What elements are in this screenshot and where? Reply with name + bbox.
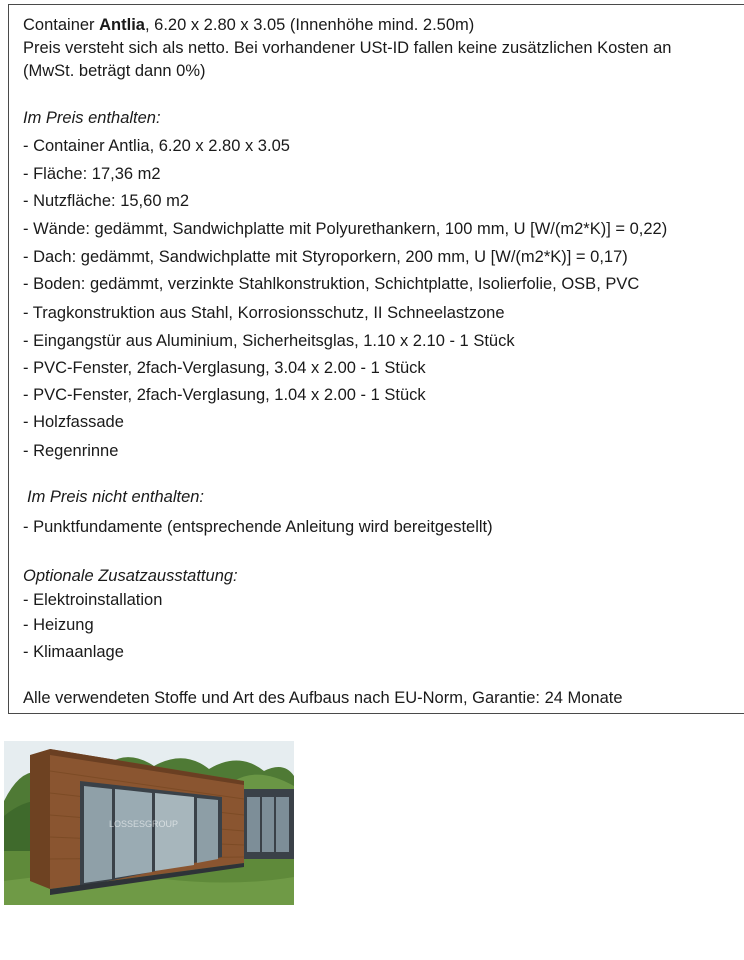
description-box <box>8 4 744 714</box>
list-item: - Boden: gedämmt, verzinkte Stahlkonstruktion, Schichtplatte, Isolierfolie, OSB, PVC <box>23 275 640 293</box>
list-item: - Tragkonstruktion aus Stahl, Korrosionsschutz, II Schneelastzone <box>23 304 505 322</box>
list-item: - Regenrinne <box>23 442 119 460</box>
list-item: - Punktfundamente (entsprechende Anleitung wird bereitgestellt) <box>23 518 493 536</box>
list-item: - Container Antlia, 6.20 x 2.80 x 3.05 <box>23 137 290 155</box>
container-photo <box>4 741 294 905</box>
list-item: - Heizung <box>23 616 94 634</box>
price-note: Preis versteht sich als netto. Bei vorhandener USt-ID fallen keine zusätzlichen Kosten an <box>23 39 672 57</box>
list-item: - Fläche: 17,36 m2 <box>23 165 161 183</box>
list-item: - Nutzfläche: 15,60 m2 <box>23 192 189 210</box>
list-item: - Wände: gedämmt, Sandwichplatte mit Polyurethankern, 100 mm, U [W/(m2*K)] = 0,22) <box>23 220 668 238</box>
list-item: - Holzfassade <box>23 413 124 431</box>
optional-heading: Optionale Zusatzausstattung: <box>23 567 238 585</box>
list-item: - Eingangstür aus Aluminium, Sicherheitsglas, 1.10 x 2.10 - 1 Stück <box>23 332 515 350</box>
title-line: Container Antlia, 6.20 x 2.80 x 3.05 (Innenhöhe mind. 2.50m) <box>23 16 475 34</box>
list-item: - Elektroinstallation <box>23 591 163 609</box>
vat-note: (MwSt. beträgt dann 0%) <box>23 62 206 80</box>
list-item: - Klimaanlage <box>23 643 124 661</box>
list-item: - PVC-Fenster, 2fach-Verglasung, 3.04 x 2.00 - 1 Stück <box>23 359 426 377</box>
product-name: Antlia <box>99 16 145 34</box>
included-heading: Im Preis enthalten: <box>23 109 161 127</box>
watermark-text: LOSSESGROUP <box>109 819 179 829</box>
warranty-note: Alle verwendeten Stoffe und Art des Aufbaus nach EU-Norm, Garantie: 24 Monate <box>23 689 623 707</box>
list-item: - PVC-Fenster, 2fach-Verglasung, 1.04 x 2.00 - 1 Stück <box>23 386 426 404</box>
not-included-heading: Im Preis nicht enthalten: <box>27 488 205 506</box>
list-item: - Dach: gedämmt, Sandwichplatte mit Styroporkern, 200 mm, U [W/(m2*K)] = 0,17) <box>23 248 628 266</box>
